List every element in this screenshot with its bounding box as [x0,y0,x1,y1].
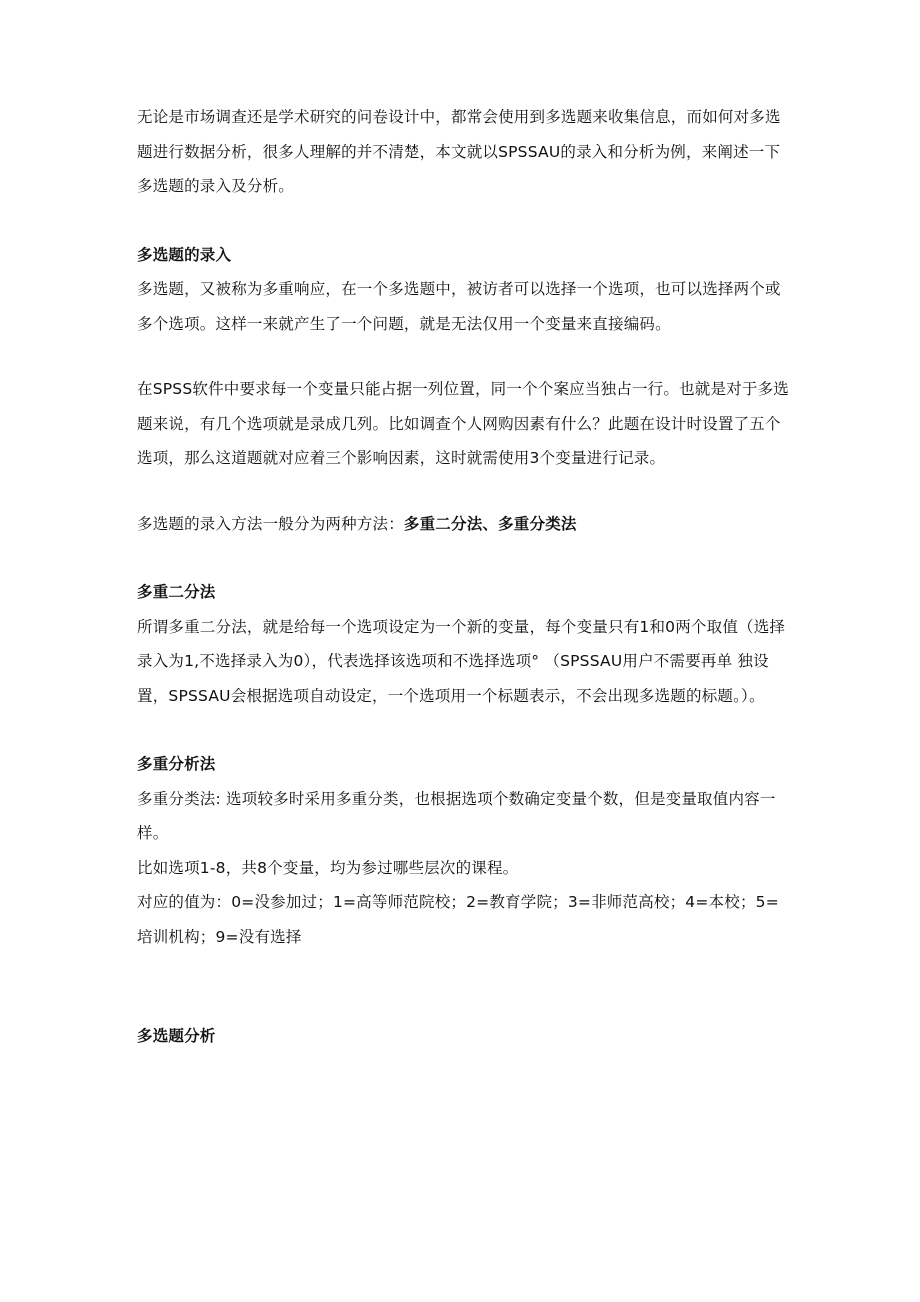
category-paragraph-2: 比如选项1-8，共8个变量，均为参过哪些层次的课程。 [137,858,519,877]
dichotomy-paragraph: 所谓多重二分法，就是给每一个选项设定为一个新的变量，每个变量只有1和0两个取值（选择录入为1,不选择录入为0），代表选择该选项和不选择选项° （SPSSAU用户不需要再单 独设置，SPSSAU会根据选项自动设定，一个选项用一个标题表示，不会出现多选题的标题。）。 [137,617,786,705]
spacer [137,541,792,575]
entry-paragraph-2: 在SPSS软件中要求每一个变量只能占据一列位置，同一个个案应当独占一行。也就是对于多选题来说，有几个选项就是录成几列。比如调查个人网购因素有什么？此题在设计时设置了五个选项，那么这道题就对应着三个影响因素，这时就需使用3个变量进行记录。 [137,380,789,467]
section-heading-dichotomy: 多重二分法 [137,583,216,601]
spacer [137,988,792,1019]
entry-paragraph-1: 多选题，又被称为多重响应，在一个多选题中，被访者可以选择一个选项，也可以选择两个或多个选项。这样一来就产生了一个问题，就是无法仅用一个变量来直接编码。 [137,280,781,333]
spacer [137,341,792,372]
section-heading-category: 多重分析法 [137,755,216,773]
intro-paragraph: 无论是市场调查还是学术研究的问卷设计中，都常会使用到多选题来收集信息，而如何对多选题进行数据分析，很多人理解的并不清楚，本文就以SPSSAU的录入和分析为例，来阐述一下多选题的录入及分析。 [137,108,781,195]
category-paragraph-3: 对应的值为：0=没参加过；1=高等师范院校；2=教育学院；3=非师范高校；4=本校；5=培训机构；9=没有选择 [137,893,779,946]
spacer [137,954,792,988]
section-heading-entry: 多选题的录入 [137,245,232,264]
section-heading-analysis: 多选题分析 [137,1027,216,1045]
spacer [137,713,792,747]
entry-paragraph-3 [137,507,792,542]
spacer [137,476,792,507]
category-paragraph-1: 多重分类法: 选项较多时采用多重分类，也根据选项个数确定变量个数，但是变量取值内容一样。 [137,789,776,842]
spacer [137,204,792,238]
document-content [137,100,792,1054]
entry-methods-bold: 多重二分法、多重分类法 [403,514,577,533]
entry-methods-prefix: 多选题的录入方法一般分为两种方法： [137,514,404,533]
